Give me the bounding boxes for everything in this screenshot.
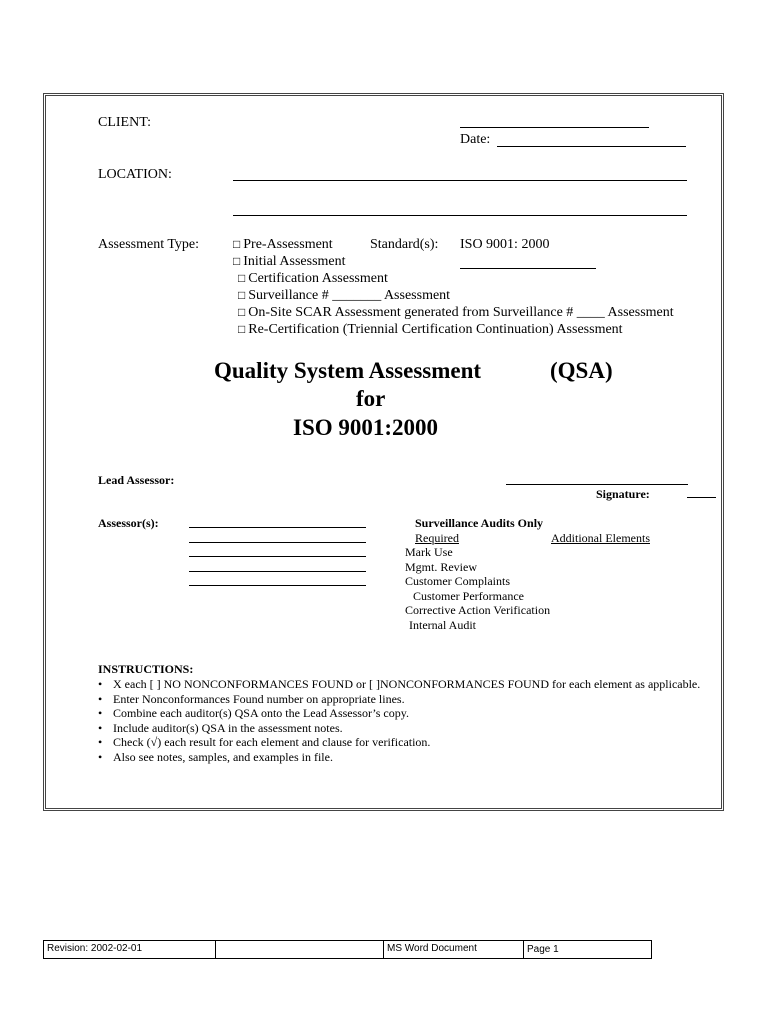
instruction-item: • X each [ ] NO NONCONFORMANCES FOUND or [ ]NONCONFORMANCES FOUND for each element as applicable. xyxy=(98,677,713,692)
option-recertification[interactable]: □ Re-Certification (Triennial Certification Continuation) Assessment xyxy=(238,322,623,338)
option-pre-assessment[interactable]: □ Pre-Assessment xyxy=(233,237,333,253)
instruction-item: • Also see notes, samples, and examples in file. xyxy=(98,750,713,765)
instruction-item: • Enter Nonconformances Found number on appropriate lines. xyxy=(98,692,713,707)
date-line[interactable] xyxy=(497,146,686,147)
footer-doc-type: MS Word Document xyxy=(384,941,524,958)
location-line-1[interactable] xyxy=(233,180,687,181)
title-abbrev: (QSA) xyxy=(550,358,613,383)
title-line3: ISO 9001:2000 xyxy=(293,415,439,440)
assessor-line-4[interactable] xyxy=(189,571,366,572)
assessor-line-5[interactable] xyxy=(189,585,366,586)
assessor-line-1[interactable] xyxy=(189,527,366,528)
footer-blank-cell xyxy=(216,941,384,958)
option-certification[interactable]: □ Certification Assessment xyxy=(238,271,388,287)
client-line[interactable] xyxy=(460,127,649,128)
lead-assessor-line[interactable] xyxy=(506,484,688,485)
standard-value: ISO 9001: 2000 xyxy=(460,237,550,252)
assessor-line-2[interactable] xyxy=(189,542,366,543)
instruction-item: • Combine each auditor(s) QSA onto the Lead Assessor’s copy. xyxy=(98,706,713,721)
footer-page: Page 1 xyxy=(527,944,559,955)
item-customer-complaints: Customer Complaints xyxy=(405,574,510,588)
title-line2: for xyxy=(356,386,386,411)
item-mgmt-review: Mgmt. Review xyxy=(405,560,477,574)
item-mark-use: Mark Use xyxy=(405,545,453,559)
assessors-label: Assessor(s): xyxy=(98,516,159,530)
instruction-item: • Check (√) each result for each element and clause for verification. xyxy=(98,735,713,750)
instructions-list xyxy=(98,677,713,765)
item-corrective-action: Corrective Action Verification xyxy=(405,603,551,617)
option-initial-assessment[interactable]: □ Initial Assessment xyxy=(233,254,346,270)
required-label: Required xyxy=(415,531,459,545)
lead-assessor-label: Lead Assessor: xyxy=(98,473,175,487)
title-line1: Quality System Assessment xyxy=(214,358,482,383)
signature-line[interactable] xyxy=(687,497,716,498)
instructions-heading: INSTRUCTIONS: xyxy=(98,662,194,676)
surveillance-heading: Surveillance Audits Only xyxy=(415,516,544,530)
instruction-item: • Include auditor(s) QSA in the assessment notes. xyxy=(98,721,713,736)
footer-table xyxy=(43,940,652,959)
client-label: CLIENT: xyxy=(98,115,151,130)
option-onsite-scar[interactable]: □ On-Site SCAR Assessment generated from Surveillance # ____ Assessment xyxy=(238,305,674,321)
date-label: Date: xyxy=(460,132,491,147)
assessor-line-3[interactable] xyxy=(189,556,366,557)
item-customer-performance: Customer Performance xyxy=(413,589,524,603)
standards-label: Standard(s): xyxy=(370,237,439,252)
option-surveillance[interactable]: □ Surveillance # _______ Assessment xyxy=(238,288,450,304)
additional-elements-label: Additional Elements xyxy=(551,531,650,545)
location-label: LOCATION: xyxy=(98,167,172,182)
signature-label: Signature: xyxy=(596,487,650,501)
item-internal-audit: Internal Audit xyxy=(409,618,476,632)
assessment-type-label: Assessment Type: xyxy=(98,237,200,252)
footer-revision: Revision: 2002-02-01 xyxy=(44,941,216,958)
location-line-2[interactable] xyxy=(233,215,687,216)
standard-extra-line[interactable] xyxy=(460,268,596,269)
